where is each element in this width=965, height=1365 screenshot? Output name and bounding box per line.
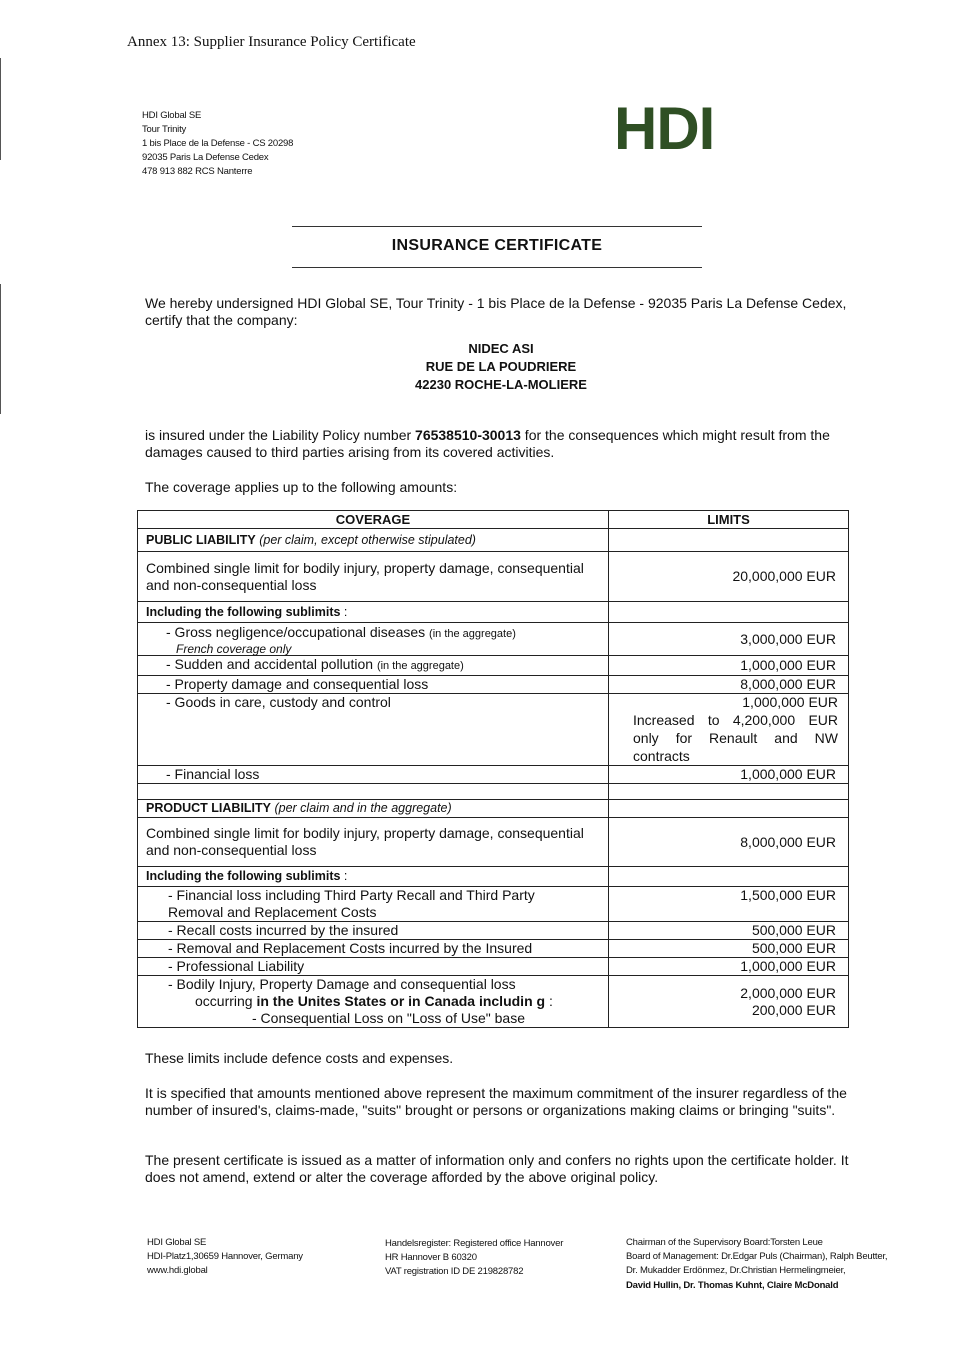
- title-rule-top: [292, 226, 702, 227]
- coverage-table: [137, 510, 849, 1028]
- product-sublimits-heading: Including the following sublimits :: [138, 867, 609, 887]
- product-combined-label: Combined single limit for bodily injury, property damage, consequential and non-consequential loss: [138, 818, 609, 867]
- information-paragraph: The present certificate is issued as a matter of information only and confers no rights upon the certificate holder. It does not amend, extend or alter the coverage afforded by the above original policy.: [145, 1152, 849, 1185]
- pollution-limit: 1,000,000 EUR: [609, 656, 849, 676]
- defence-costs-paragraph: These limits include defence costs and expenses.: [145, 1050, 454, 1066]
- coverage-intro: The coverage applies up to the following amounts:: [145, 479, 458, 495]
- removal-limit: 500,000 EUR: [609, 940, 849, 958]
- product-combined-limit: 8,000,000 EUR: [609, 818, 849, 867]
- us-canada-limits: [609, 976, 849, 1028]
- public-combined-label: Combined single limit for bodily injury, property damage, consequential and non-consequential loss: [138, 552, 609, 602]
- policy-pre: is insured under the Liability Policy number: [145, 427, 416, 443]
- table-row: [138, 976, 849, 1028]
- product-liability-heading: PRODUCT LIABILITY (per claim and in the aggregate): [138, 800, 609, 818]
- address-line: 478 913 882 RCS Nanterre: [142, 166, 253, 177]
- table-header-row: [138, 511, 849, 529]
- footer-company: HDI Global SE HDI-Platz1,30659 Hannover, Germany www.hdi.global: [147, 1237, 303, 1276]
- commitment-paragraph: It is specified that amounts mentioned above represent the maximum commitment of the insurer regardless of the number of insured's, claims-made, "suits" brought or persons or organizations making claims or bringing "suits".: [145, 1085, 847, 1118]
- financial-loss-label: - Financial loss: [138, 766, 609, 784]
- header-limits: LIMITS: [609, 511, 849, 529]
- recall-label: - Recall costs incurred by the insured: [138, 922, 609, 940]
- gross-negligence-label: - Gross negligence/occupational diseases (in the aggregate) French coverage only: [138, 623, 609, 656]
- company-name: NIDEC ASI: [468, 341, 534, 356]
- loss-of-use-limit: 200,000 EUR: [751, 1001, 836, 1018]
- financial-loss-limit: 1,000,000 EUR: [609, 766, 849, 784]
- footer-board: Chairman of the Supervisory Board:Torsten Leue Board of Management: Dr.Edgar Puls (Chairman), Ralph Beutter, Dr. Mukadder Erdönmez, Dr.Christian Hermelingmeier, David Hullin, Dr. Thomas Kuhnt, Claire McDonald: [626, 1237, 888, 1291]
- recall-limit: 500,000 EUR: [609, 922, 849, 940]
- goods-extra: Increased to 4,200,000 EUR only for Renault and NW contracts: [633, 712, 838, 764]
- policy-post: for the consequences which might result from the damages caused to third parties arising from its covered activities.: [145, 427, 830, 460]
- product-financial-label: - Financial loss including Third Party Recall and Third Party Removal and Replacement Costs: [138, 887, 609, 922]
- address-line: 92035 Paris La Defense Cedex: [142, 152, 269, 163]
- public-sublimits-row: [138, 602, 849, 623]
- product-combined-row: [138, 818, 849, 867]
- margin-line-top: [0, 58, 1, 160]
- property-damage-label: - Property damage and consequential loss: [138, 676, 609, 694]
- address-line: Tour Trinity: [142, 124, 187, 135]
- pollution-label: - Sudden and accidental pollution (in the aggregate): [138, 656, 609, 676]
- table-row: [138, 887, 849, 922]
- us-canada-limit: 2,000,000 EUR: [740, 984, 836, 1001]
- public-liability-heading: PUBLIC LIABILITY (per claim, except otherwise stipulated): [138, 529, 609, 552]
- policy-paragraph: [145, 427, 857, 461]
- certificate-title: INSURANCE CERTIFICATE: [391, 237, 603, 254]
- product-sublimits-row: [138, 867, 849, 887]
- property-damage-limit: 8,000,000 EUR: [609, 676, 849, 694]
- product-liability-row: [138, 800, 849, 818]
- insurer-address: [142, 109, 293, 179]
- spacer-row: [138, 784, 849, 800]
- removal-label: - Removal and Replacement Costs incurred by the Insured: [138, 940, 609, 958]
- professional-label: - Professional Liability: [138, 958, 609, 976]
- gross-negligence-limit: 3,000,000 EUR: [609, 623, 849, 656]
- annex-title: Annex 13: Supplier Insurance Policy Certificate: [127, 34, 416, 50]
- product-financial-limit: 1,500,000 EUR: [609, 887, 849, 922]
- margin-line-bottom: [0, 284, 1, 414]
- company-street: RUE DE LA POUDRIERE: [425, 359, 577, 374]
- address-line: HDI Global SE: [142, 110, 202, 121]
- goods-limit: 1,000,000 EUR: [742, 694, 838, 710]
- company-city: 42230 ROCHE-LA-MOLIERE: [415, 377, 587, 392]
- us-canada-label: - Bodily Injury, Property Damage and consequential loss occurring in the Unites States or in Canada includin g : - Consequential Loss on "Loss of Use" base: [138, 976, 609, 1028]
- table-row: [138, 922, 849, 940]
- goods-limit-cell: [609, 694, 849, 766]
- policy-number: 76538510-30013: [415, 427, 521, 443]
- header-coverage: COVERAGE: [138, 511, 609, 529]
- insured-company: [145, 340, 857, 394]
- table-row: [138, 623, 849, 656]
- footer-register: Handelsregister: Registered office Hannover HR Hannover B 60320 VAT registration ID DE 219828782: [385, 1238, 564, 1277]
- table-row: [138, 958, 849, 976]
- table-row: [138, 940, 849, 958]
- hdi-logo: HDI: [614, 95, 715, 162]
- address-line: 1 bis Place de la Defense - CS 20298: [142, 138, 294, 149]
- public-sublimits-heading: Including the following sublimits :: [138, 602, 609, 623]
- professional-limit: 1,000,000 EUR: [609, 958, 849, 976]
- goods-label: - Goods in care, custody and control: [138, 694, 609, 766]
- title-rule-bottom: [292, 267, 702, 268]
- table-row: [138, 766, 849, 784]
- table-row: [138, 656, 849, 676]
- table-row: [138, 676, 849, 694]
- public-combined-row: [138, 552, 849, 602]
- public-combined-limit: 20,000,000 EUR: [609, 552, 849, 602]
- intro-paragraph: We hereby undersigned HDI Global SE, Tour Trinity - 1 bis Place de la Defense - 92035 Paris La Defense Cedex, certify that the company:: [145, 295, 847, 328]
- public-liability-row: [138, 529, 849, 552]
- table-row: [138, 694, 849, 766]
